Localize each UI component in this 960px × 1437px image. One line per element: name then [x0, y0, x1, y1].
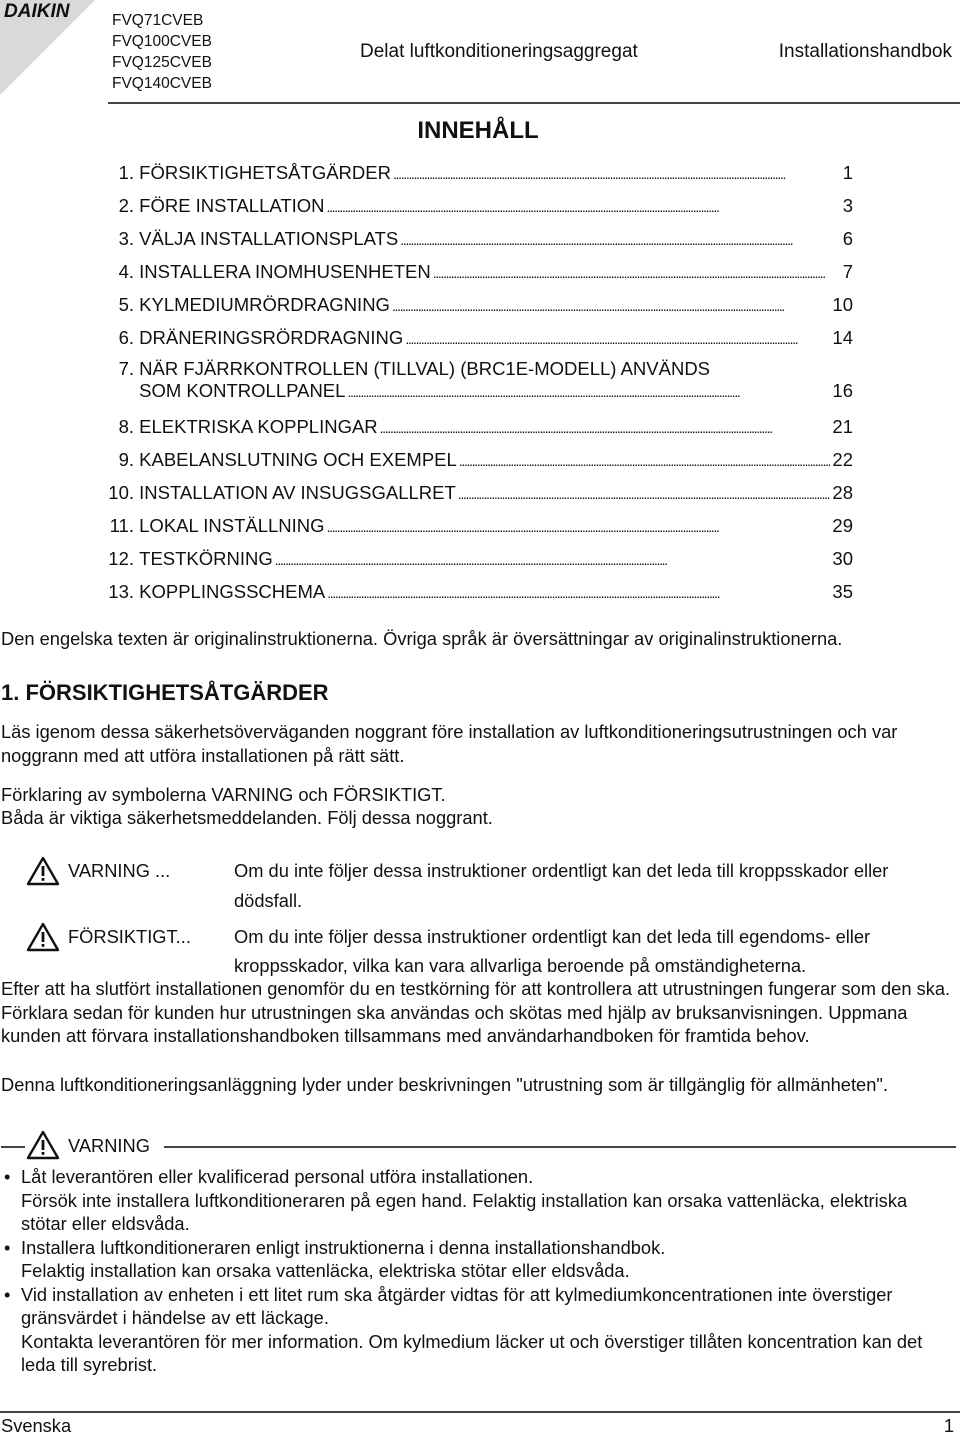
toc-label: FÖRE INSTALLATION	[139, 195, 325, 216]
warning-list	[4, 1165, 954, 1377]
footer-page-number: 1	[943, 1415, 954, 1436]
toc-label: DRÄNERINGSRÖRDRAGNING	[139, 327, 404, 348]
footer-divider	[0, 1411, 960, 1413]
toc-leader	[275, 542, 831, 577]
caution-leader: ...	[175, 926, 191, 947]
toc-entry[interactable]	[108, 156, 853, 189]
toc-entry[interactable]	[108, 542, 853, 575]
toc-entry[interactable]	[108, 189, 853, 222]
toc-page: 10	[832, 294, 853, 315]
original-language-note: Den engelska texten är originalinstruktionerna. Övriga språk är översättningar av originalinstruktionerna.	[1, 628, 843, 649]
toc-page: 29	[832, 515, 853, 536]
toc-page: 28	[832, 482, 853, 503]
footer-language: Svenska	[1, 1415, 72, 1436]
after-installation-paragraph: Efter att ha slutfört installationen genomför du en testkörning för att kontrollera att utrustningen fungerar som den ska. Förklara sedan för kunden hur utrustningen ska användas och skötas med hjälp av bruksanvisningen. Uppmana kunden att förvara installationshandboken tillsammans med användarhandboken för framtida behov.	[1, 978, 951, 1046]
toc-leader	[393, 156, 841, 191]
toc-entry[interactable]	[108, 476, 853, 509]
warning-section-heading: VARNING	[68, 1135, 150, 1156]
warning-definition: Om du inte följer dessa instruktioner ordentligt kan det leda till kroppsskador eller	[234, 860, 889, 881]
caution-definition: Om du inte följer dessa instruktioner ordentligt kan det leda till egendoms- eller	[234, 926, 871, 947]
toc-title: INNEHÅLL	[417, 117, 539, 144]
product-subtitle: Delat luftkonditioneringsaggregat	[360, 41, 638, 62]
toc-leader	[327, 189, 841, 224]
toc-entry[interactable]	[108, 443, 853, 476]
toc-number: 11.	[109, 515, 134, 536]
toc-leader	[347, 380, 830, 403]
list-item	[4, 1165, 954, 1236]
toc-label: KOPPLINGSSCHEMA	[139, 581, 326, 602]
warning-label-row	[68, 860, 170, 882]
warning-label: VARNING	[68, 860, 150, 881]
toc-page: 22	[832, 449, 853, 470]
public-equipment-paragraph: Denna luftkonditioneringsanläggning lyder under beskrivningen "utrustning som är tillgänglig för allmänheten".	[1, 1074, 888, 1095]
warning-triangle-icon	[26, 1130, 60, 1160]
toc-page: 3	[842, 195, 853, 216]
toc-page: 14	[832, 327, 853, 348]
toc-number: 7.	[118, 358, 134, 379]
toc-page: 35	[832, 581, 853, 602]
toc-leader	[433, 255, 841, 290]
model-name: FVQ100CVEB	[112, 33, 212, 50]
warning-rule-left	[1, 1146, 25, 1148]
intro-paragraph: Läs igenom dessa säkerhetsöverväganden noggrant före installation av luftkonditioneringsutrustningen och var noggrann med att utföra installationen på rätt sätt.	[1, 721, 898, 766]
caution-label-row	[68, 926, 191, 948]
toc-number: 10.	[108, 482, 134, 503]
toc-label: INSTALLATION AV INSUGSGALLRET	[139, 482, 456, 503]
toc-number: 12.	[108, 548, 134, 569]
toc-leader	[400, 222, 840, 257]
model-name: FVQ140CVEB	[112, 75, 212, 92]
document-type: Installationshandbok	[778, 41, 952, 62]
list-item-text: Vid installation av enheten i ett litet rum ska åtgärder vidtas för att kylmediumkoncentrationen inte överstiger gränsvärdet i händelse av ett läckage.	[21, 1283, 893, 1328]
list-item-detail: Felaktig installation kan orsaka vattenläcka, elektriska stötar eller eldsvåda.	[21, 1260, 630, 1281]
toc-leader	[458, 476, 831, 511]
warning-definition-continued: dödsfall.	[234, 890, 303, 911]
toc-entry[interactable]	[108, 410, 853, 443]
toc-number: 4.	[118, 261, 134, 282]
list-item-text: Installera luftkonditioneraren enligt instruktionerna i denna installationshandbok.	[21, 1236, 666, 1258]
toc-page: 16	[832, 380, 853, 401]
toc-number: 13.	[108, 581, 134, 602]
caution-definition-continued: kroppsskador, vilka kan vara allvarliga beroende på omständigheterna.	[234, 955, 807, 976]
caution-triangle-icon	[26, 922, 60, 952]
symbols-explanation: Förklaring av symbolerna VARNING och FÖRSIKTIGT.	[1, 784, 446, 805]
list-item-text: Låt leverantören eller kvalificerad personal utföra installationen.	[21, 1166, 534, 1187]
warning-rule-right	[164, 1146, 956, 1148]
toc-leader	[392, 288, 830, 323]
toc-leader	[380, 410, 831, 445]
list-item	[4, 1236, 954, 1283]
bullet-icon: •	[4, 1166, 11, 1187]
toc-page: 1	[842, 162, 853, 183]
model-name: FVQ125CVEB	[112, 54, 212, 71]
toc-entry[interactable]	[108, 288, 853, 321]
toc-number: 8.	[118, 416, 134, 437]
toc-label: TESTKÖRNING	[139, 548, 273, 569]
logo: DAIKIN	[4, 1, 70, 22]
toc-entry[interactable]	[108, 509, 853, 542]
toc-page: 30	[832, 548, 853, 569]
section-heading: 1. FÖRSIKTIGHETSÅTGÄRDER	[1, 680, 329, 705]
table-of-contents	[108, 156, 853, 608]
caution-label: FÖRSIKTIGT	[68, 926, 176, 947]
bullet-icon: •	[4, 1236, 11, 1258]
toc-number: 6.	[118, 327, 134, 348]
header-divider	[108, 102, 960, 104]
toc-number: 5.	[118, 294, 134, 315]
toc-page: 6	[842, 228, 853, 249]
toc-label: INSTALLERA INOMHUSENHETEN	[139, 261, 431, 282]
list-item-detail: Försök inte installera luftkonditioneraren på egen hand. Felaktig installation kan orsaka vattenläcka, elektriska stötar eller eldsvåda.	[21, 1189, 908, 1234]
toc-number: 1.	[118, 162, 134, 183]
list-item	[4, 1283, 954, 1377]
toc-leader	[327, 509, 831, 544]
toc-entry[interactable]	[108, 222, 853, 255]
toc-label: VÄLJA INSTALLATIONSPLATS	[139, 228, 399, 249]
toc-label: KYLMEDIUMRÖRDRAGNING	[139, 294, 390, 315]
toc-leader	[405, 321, 830, 356]
warning-triangle-icon	[26, 856, 60, 886]
model-name: FVQ71CVEB	[112, 12, 204, 29]
toc-label: KABELANSLUTNING OCH EXEMPEL	[139, 449, 457, 470]
toc-entry[interactable]	[108, 354, 853, 410]
toc-entry[interactable]	[108, 575, 853, 608]
toc-label-continued: SOM KONTROLLPANEL	[139, 380, 346, 401]
toc-page: 7	[842, 261, 853, 282]
toc-entry[interactable]	[108, 321, 853, 354]
toc-leader	[327, 575, 830, 610]
symbols-note: Båda är viktiga säkerhetsmeddelanden. Följ dessa noggrant.	[1, 807, 493, 828]
list-item-detail: Kontakta leverantören för mer information. Om kylmedium läcker ut och överstiger tillåten koncentration kan det leda till syrebrist.	[21, 1330, 923, 1375]
toc-label: ELEKTRISKA KOPPLINGAR	[139, 416, 378, 437]
toc-label: NÄR FJÄRRKONTROLLEN (TILLVAL) (BRC1E-MODELL) ANVÄNDS	[139, 358, 711, 379]
toc-entry[interactable]	[108, 255, 853, 288]
toc-label: LOKAL INSTÄLLNING	[139, 515, 325, 536]
toc-number: 3.	[118, 228, 134, 249]
bullet-icon: •	[4, 1283, 11, 1305]
model-list	[112, 10, 212, 94]
warning-leader: ...	[149, 860, 171, 881]
toc-label: FÖRSIKTIGHETSÅTGÄRDER	[139, 162, 391, 183]
toc-number: 2.	[118, 195, 134, 216]
toc-page: 21	[832, 416, 853, 437]
toc-number: 9.	[118, 449, 134, 470]
toc-leader	[459, 443, 831, 478]
